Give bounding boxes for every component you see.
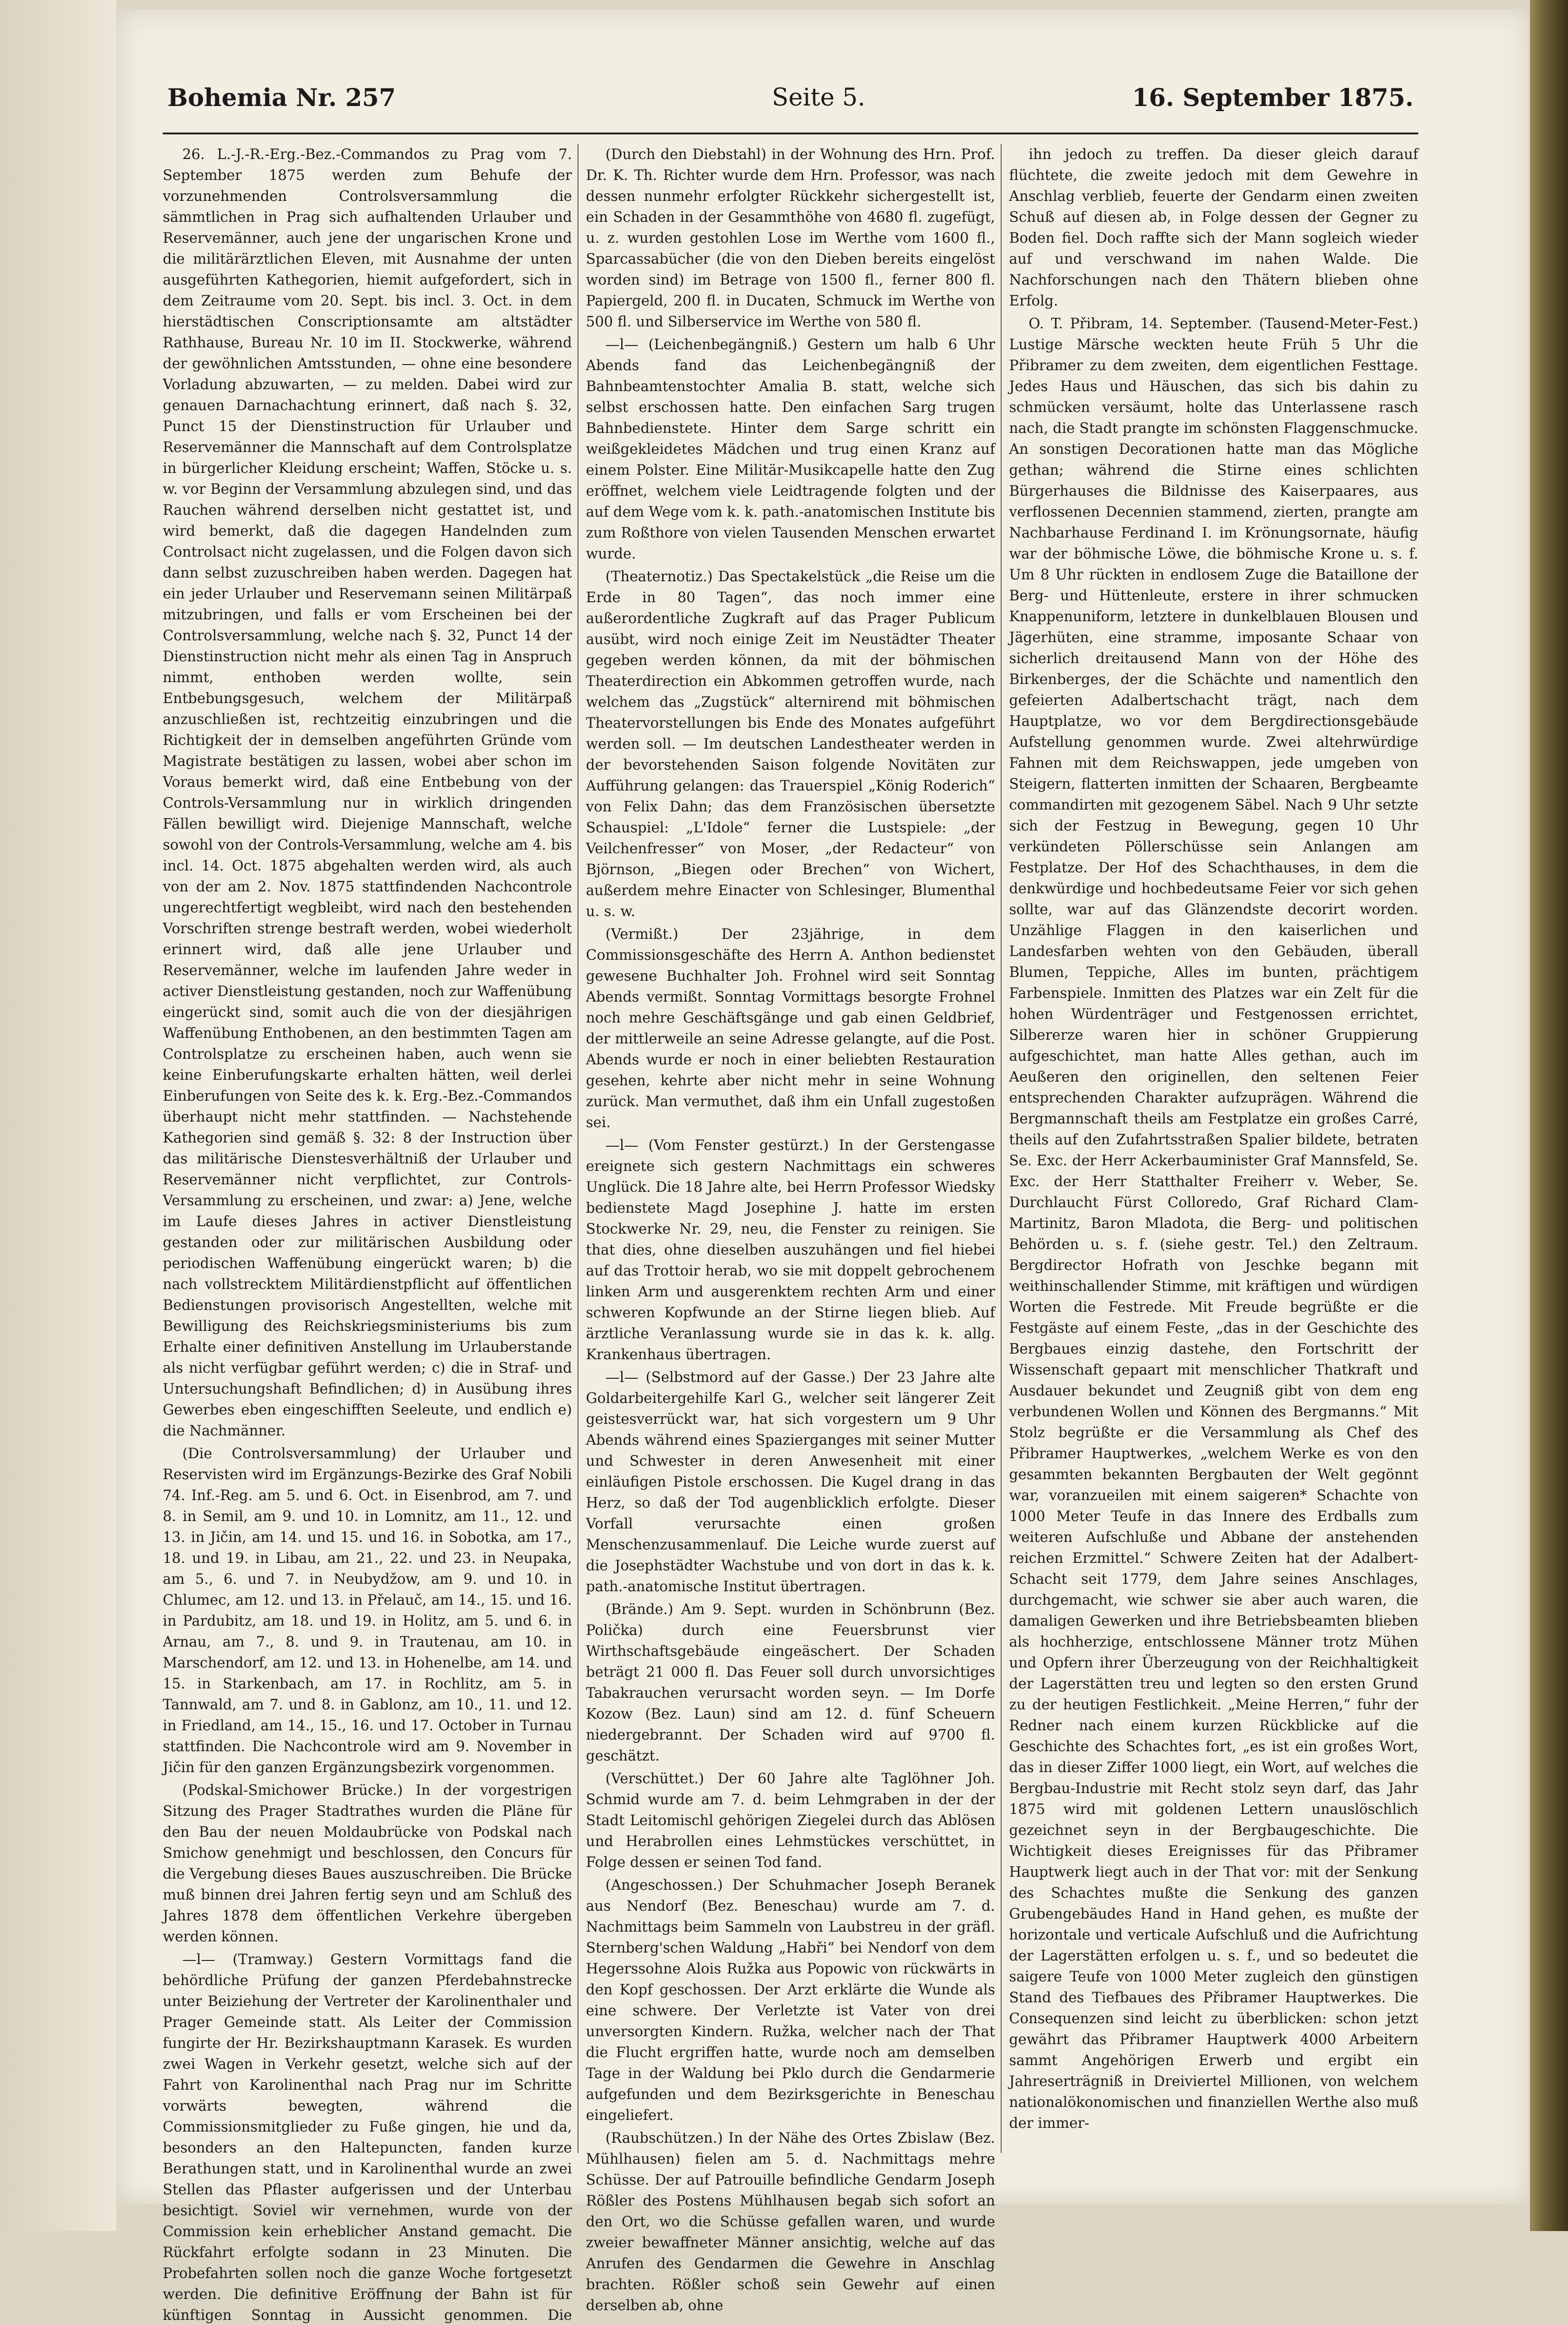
book-spine-edge	[1530, 0, 1568, 2231]
header-issue: Bohemia Nr. 257	[167, 84, 396, 112]
scan-margin-left	[0, 0, 116, 2231]
article-poachers-cont: ihn jedoch zu treffen. Da dieser gleich darauf flüchtete, die zweite jedoch mit dem Gewehre in Anschlag verblieb, feuerte der Gendarm einen zweiten Schuß auf diesen ab, in Folge dessen der Gegner zu Boden fiel. Doch raffte sich der Mann sogleich wieder auf und verschwand im nahen Walde. Die Nachforschungen nach den Thätern blieben ohne Erfolg.	[1009, 146, 1418, 309]
article-poachers: (Raubschützen.) In der Nähe des Ortes Zbislaw (Bez. Mühlhausen) fielen am 5. d. Nachmittags mehre Schüsse. Der auf Patrouille befindliche Gendarm Joseph Rößler des Postens Mühlhausen begab sich sofort an den Ort, wo die Schüsse gefallen waren, und wurde zweier bewaffneter Männer ansichtig, welche auf das Anrufen des Gendarmen die Gewehre in Anschlag brachten. Rößler schoß sein Gewehr auf einen derselben ab, ohne	[586, 2130, 995, 2314]
article-window-fall: —l— (Vom Fenster gestürzt.) In der Gerstengasse ereignete sich gestern Nachmittags ein schweres Unglück. Die 18 Jahre alte, bei Herrn Professor Wiedsky bedienstete Magd Josephine J. hatte im ersten Stockwerke Nr. 29, neu, die Fenster zu reinigen. Sie that dies, ohne dieselben auszuhängen und fiel hiebei auf das Trottoir herab, wo sie mit doppelt gebrochenem linken Arm und ausgerenktem rechten Arm und einer schweren Kopfwunde an der Stirne liegen blieb. Auf ärztliche Veranlassung wurde sie in das k. k. allg. Krankenhaus übertragen.	[586, 1137, 995, 1363]
article-missing: (Vermißt.) Der 23jährige, in dem Commissionsgeschäfte des Herrn A. Anthon bedienstet gewesene Buchhalter Joh. Frohnel wird seit Sonntag Abends vermißt. Sonntag Vormittags besorgte Frohnel noch mehre Geschäftsgänge und gab einen Geldbrief, der mittlerweile an seine Adresse gelangte, auf die Post. Abends wurde er noch in einer beliebten Restauration gesehen, kehrte aber nicht mehr in seine Wohnung zurück. Man vermuthet, daß ihm ein Unfall zugestoßen sei.	[586, 926, 995, 1131]
article-theft: (Durch den Diebstahl) in der Wohnung des Hrn. Prof. Dr. K. Th. Richter wurde dem Hrn. Professor, was nach dessen nunmehr erfolgter Rückkehr sichergestellt ist, ein Schaden in der Gesammthöhe von 4680 fl. zugefügt, u. z. wurden gestohlen Lose im Werthe vom 1600 fl., Sparcassabücher (die von den Dieben bereits eingelöst worden sind) im Betrage von 1500 fl., ferner 800 fl. Papiergeld, 200 fl. in Ducaten, Schmuck im Werthe von 500 fl. und Silberservice im Werthe von 580 fl.	[586, 146, 995, 330]
header-date: 16. September 1875.	[1132, 84, 1414, 112]
article-pribram-fest: O. T. Přibram, 14. September. (Tausend-Meter-Fest.) Lustige Märsche weckten heute Früh 5 Uhr die Přibramer zu dem zweiten, dem eigentlichen Festtage. Jedes Haus und Häuschen, das sich bis dahin zu schmücken versäumt, holte das Unterlassene rasch nach, die Stadt prangte im schönsten Flaggenschmucke. An sonstigen Decorationen hatte man das Mögliche gethan; während die Stirne eines schlichten Bürgerhauses die Bildnisse des Kaiserpaares, aus verflossenen Decennien stammend, zierten, prangte am Nachbarhause Ferdinand I. im Krönungsornate, häufig war der böhmische Löwe, die böhmische Krone u. s. f. Um 8 Uhr rückten in endlosem Zuge die Bataillone der Berg- und Hüttenleute, erstere in ihrer schmucken Knappenuniform, letztere in dunkelblauen Blousen und Jägerhüten, eine stramme, imposante Schaar von sicherlich dreitausend Mann von der Höhe des Birkenberges, der die Schächte und namentlich den gefeierten Adalbertschacht trägt, nach dem Hauptplatze, wo vor dem Bergdirectionsgebäude Aufstellung genommen wurde. Zwei altehrwürdige Fahnen mit dem Reichswappen, jede umgeben von Steigern, flatterten inmitten der Schaaren, Bergbeamte commandirten mit gezogenem Säbel. Nach 9 Uhr setzte sich der Festzug in Bewegung, gegen 10 Uhr verkündeten Pöllerschüsse sein Anlangen am Festplatze. Der Hof des Schachthauses, in dem die denkwürdige und hochbedeutsame Feier vor sich gehen sollte, war auf das Glänzendste decorirt worden. Unzählige Flaggen in den kaiserlichen und Landesfarben wehten von den Gebäuden, überall Blumen, Teppiche, Alles im bunten, prächtigem Farbenspiele. Inmitten des Platzes war ein Zelt für die hohen Würdenträger und Festgenossen errichtet, Silbererze waren hier in schöner Gruppierung aufgeschichtet, man hatte Alles gethan, auch im Aeußeren den originellen, den seltenen Feier entsprechenden Charakter aufzuprägen. Während die Bergmannschaft theils am Festplatze ein großes Carré, theils auf den Zufahrtsstraßen Spalier bildete, betraten Se. Exc. der Herr Ackerbauminister Graf Mannsfeld, Se. Exc. der Herr Statthalter Freiherr v. Weber, Se. Durchlaucht Fürst Colloredo, Graf Richard Clam-Martinitz, Baron Mladota, die Berg- und politischen Behörden u. s. f. (siehe gestr. Tel.) den Zeltraum. Bergdirector Hofrath von Jeschke begann mit weithinschallender Stimme, mit kräftigen und würdigen Worten die Festrede. Mit Freude begrüßte er die Festgäste auf einem Feste, „das in der Geschichte des Bergbaues einzig dastehe, den Fortschritt der Wissenschaft gepaart mit menschlicher Thatkraft und Ausdauer bekundet und Zeugniß gibt von dem eng verbundenen Wollen und Können des Bergmanns.“ Mit Stolz begrüßte er die Versammlung als Chef des Přibramer Hauptwerkes, „welchem Werke es von den gesammten bekannten Bergbauten der Welt gegönnt war, voranzueilen mit einem saigeren* Schachte von 1000 Meter Teufe in das Innere des Erdballs zum weiteren Aufschluße und Abbane der anstehenden reichen Erzmittel.“ Schwere Zeiten hat der Adalbert-Schacht seit 1779, dem Jahre seines Anschlages, durchgemacht, wie schwer sie aber auch waren, die damaligen Gewerken und ihre Betriebsbeamten blieben als hochherzige, entschlossene Männer trotz Mühen und Opfern ihrer Überzeugung von der Reichhaltigkeit der Lagerstätten treu und legten so den ersten Grund zu der heutigen Festlichkeit. „Meine Herren,“ fuhr der Redner nach einem kurzen Rückblicke auf die Geschichte des Schachtes fort, „es ist ein großes Wort, das in dieser Ziffer 1000 liegt, ein Wort, auf welches die Bergbau-Industrie mit Recht stolz seyn darf, das Jahr 1875 wird mit goldenen Lettern unauslöschlich gezeichnet seyn in der Bergbaugeschichte. Die Wichtigkeit dieses Ereignisses für das Přibramer Hauptwerk liegt auch in der That vor: mit der Senkung des Schachtes mußte die Senkung des ganzen Grubengebäudes Hand in Hand gehen, es mußte der horizontale und verticale Aufschluß und die Aufrichtung der Lagerstätten erfolgen u. s. f., und so bedeutet die saigere Teufe von 1000 Meter zugleich den günstigen Stand des Tiefbaues des Přibramer Hauptwerkes. Die Consequenzen sind leicht zu überblicken: schon jetzt gewährt das Přibramer Hauptwerk 4000 Arbeitern sammt Angehörigen Erwerb und ergibt ein Jahreserträgniß in Dreiviertel Millionen, von welchem nationalökonomischen und finanziellen Werthe also muß der immer-	[1009, 316, 1418, 2132]
header-page-number: Seite 5.	[772, 84, 865, 112]
article-suicide: —l— (Selbstmord auf der Gasse.) Der 23 Jahre alte Goldarbeitergehilfe Karl G., welcher seit längerer Zeit geistesverrückt war, hat sich vorgestern um 9 Uhr Abends während eines Spazierganges mit seiner Mutter und Schwester in deren Anwesenheit mit einer einläufigen Pistole erschossen. Die Kugel drang in das Herz, so daß der Tod augenblicklich erfolgte. Dieser Vorfall verursachte einen großen Menschenzusammenlauf. Die Leiche wurde zuerst auf die Josephstädter Wachstube und von dort in das k. k. path.-anatomische Institut übertragen.	[586, 1369, 995, 1595]
article-buried: (Verschüttet.) Der 60 Jahre alte Taglöhner Joh. Schmid wurde am 7. d. beim Lehmgraben in der der Stadt Leitomischl gehörigen Ziegelei durch das Ablösen und Herabrollen eines Lehmstückes verschüttet, in Folge dessen er seinen Tod fand.	[586, 1771, 995, 1871]
article-shot: (Angeschossen.) Der Schuhmacher Joseph Beranek aus Nendorf (Bez. Beneschau) wurde am 7. d. Nachmittags beim Sammeln von Laubstreu in der gräfl. Sternberg'schen Waldung „Habři“ bei Nendorf von dem Hegerssohne Alois Ružka aus Popowic von rückwärts in den Kopf geschossen. Der Arzt erklärte die Wunde als eine schwere. Der Verletzte ist Vater von drei unversorgten Kindern. Ružka, welcher nach der That die Flucht ergriffen hatte, wurde noch am demselben Tage in der Waldung bei Pklo durch die Gendarmerie aufgefunden und dem Bezirksgerichte in Beneschau eingeliefert.	[586, 1877, 995, 2124]
column-divider	[1001, 144, 1002, 2153]
article-controls-notice: 26. L.-J.-R.-Erg.-Bez.-Commandos zu Prag vom 7. September 1875 werden zum Behufe der vorzunehmenden Controlsversammlung die sämmtlichen in Prag sich aufhaltenden Urlauber und Reservemänner, auch jene der ungarischen Krone und die militärärztlichen Eleven, mit Ausnahme der unten ausgeführten Kathegorien, hiemit aufgefordert, sich in dem Zeitraume vom 20. Sept. bis incl. 3. Oct. in dem hierstädtischen Conscriptionsamte am altstädter Rathhause, Bureau Nr. 10 im II. Stockwerke, während der gewöhnlichen Amtsstunden, — ohne eine besondere Vorladung abzuwarten, — zu melden. Dabei wird zur genauen Darnachachtung erinnert, daß nach §. 32, Punct 15 der Dienstinstruction für Urlauber und Reservemänner die Mannschaft auf dem Controlsplatze in bürgerlicher Kleidung erscheint; Waffen, Stöcke u. s. w. vor Beginn der Versammlung abzulegen sind, und das Rauchen während derselben nicht gestattet ist, und wird bemerkt, daß die dagegen Handelnden zum Controlsact nicht zugelassen, und die Folgen davon sich dann selbst zuzuschreiben haben werden. Dagegen hat ein jeder Urlauber und Reservemann seinen Militärpaß mitzubringen, und falls er vom Erscheinen bei der Controlsversammlung, welche nach §. 32, Punct 14 der Dienstinstruction nicht mehr als einen Tag in Anspruch nimmt, enthoben werden wollte, sein Entbebungsgesuch, welchem der Militärpaß anzuschließen ist, rechtzeitig einzubringen und die Richtigkeit der in demselben angeführten Gründe vom Magistrate bestätigen zu lassen, wobei aber schon im Voraus bemerkt wird, daß eine Entbebung von der Controls-Versammlung nur in wirklich dringenden Fällen bewilligt wird. Diejenige Mannschaft, welche sowohl von der Controls-Versammlung, welche am 4. bis incl. 14. Oct. 1875 abgehalten werden wird, als auch von der am 2. Nov. 1875 stattfindenden Nachcontrole ungerechtfertigt wegbleibt, wird nach den bestehenden Vorschriften strenge bestraft werden, wobei wiederholt erinnert wird, daß alle jene Urlauber und Reservemänner, welche im laufenden Jahre weder in activer Dienstleistung gestanden, noch zur Waffenübung eingerückt sind, somit auch die von der diesjährigen Waffenübung Enthobenen, an den bestimmten Tagen am Controlsplatze zu erscheinen haben, auch wenn sie keine Einberufungskarte erhalten hätten, weil derlei Einberufungen von Seite des k. k. Erg.-Bez.-Commandos überhaupt nicht mehr stattfinden. — Nachstehende Kathegorien sind gemäß §. 32: 8 der Instruction über das militärische Dienstesverhältniß der Urlauber und Reservemänner nicht verpflichtet, zur Controls-Versammlung zu erscheinen, und zwar: a) Jene, welche im Laufe dieses Jahres in activer Dienstleistung gestanden oder zur militärischen Ausbildung oder periodischen Waffenübung eingerückt waren; b) die nach vollstrecktem Militärdienstpflicht auf öffentlichen Bedienstungen provisorisch Angestellten, welche mit Bewilligung des Reichskriegsministeriums bis zum Erhalte einer definitiven Anstellung im Urlauberstande als nicht verfügbar geführt werden; c) die in Straf- und Untersuchungshaft Befindlichen; d) in Ausübung ihres Gewerbes eben eingeschifften Seeleute, und endlich e) die Nachmänner.	[163, 146, 572, 1439]
article-funeral: —l— (Leichenbegängniß.) Gestern um halb 6 Uhr Abends fand das Leichenbegängniß der Bahnbeamtenstochter Amalia B. statt, welche sich selbst erschossen hatte. Den einfachen Sarg trugen Bahnbedienstete. Hinter dem Sarge schritt ein weißgekleidetes Mädchen und trug einen Kranz auf einem Polster. Eine Militär-Musikcapelle hatte den Zug eröffnet, welchem viele Leidtragende folgten und der auf dem Wege vom k. k. path.-anatomischen Institute bis zum Roßthore von vielen Tausenden Menschen erwartet wurde.	[586, 337, 996, 562]
column-1	[163, 144, 572, 2324]
column-3	[1009, 144, 1418, 2144]
column-2	[586, 144, 996, 2314]
header-rule	[163, 133, 1418, 134]
article-fires: (Brände.) Am 9. Sept. wurden in Schönbrunn (Bez. Polička) durch eine Feuersbrunst vier Wirthschaftsgebäude eingeäschert. Der Schaden beträgt 21 000 fl. Das Feuer soll durch unvorsichtiges Tabakrauchen verursacht worden seyn. — Im Dorfe Kozow (Bez. Laun) sind am 12. d. fünf Scheuern niedergebrannt. Der Schaden wird auf 9700 fl. geschätzt.	[586, 1601, 995, 1764]
article-controlsversammlung: (Die Controlsversammlung) der Urlauber und Reservisten wird im Ergänzungs-Bezirke des Graf Nobili 74. Inf.-Reg. am 5. und 6. Oct. in Eisenbrod, am 7. und 8. in Semil, am 9. und 10. in Lomnitz, am 11., 12. und 13. in Jičin, am 14. und 15. und 16. in Sobotka, am 17., 18. und 19. in Libau, am 21., 22. und 23. in Neupaka, am 5., 6. und 7. in Neubydžow, am 9. und 10. in Chlumec, am 12. und 13. in Přelauč, am 14., 15. und 16. in Pardubitz, am 18. und 19. in Holitz, am 5. und 6. in Arnau, am 7., 8. und 9. in Trautenau, am 10. in Marschendorf, am 12. und 13. in Hohenelbe, am 14. und 15. in Starkenbach, am 17. in Rochlitz, am 5. in Tannwald, am 7. und 8. in Gablonz, am 10., 11. und 12. in Friedland, am 14., 15., 16. und 17. October in Turnau stattfinden. Die Nachcontrole wird am 9. November in Jičin für den ganzen Ergänzungsbezirk vorgenommen.	[163, 1446, 572, 1776]
article-theatre: (Theaternotiz.) Das Spectakelstück „die Reise um die Erde in 80 Tagen“, das noch immer eine außerordentliche Zugkraft auf das Prager Publicum ausübt, wird noch einige Zeit im Neustädter Theater gegeben werden können, da mit der böhmischen Theaterdirection ein Abkommen getroffen wurde, nach welchem das „Zugstück“ alternirend mit böhmischen Theatervorstellungen bis Ende des Monates aufgeführt werden soll. — Im deutschen Landestheater werden in der bevorstehenden Saison folgende Novitäten zur Aufführung gelangen: das Trauerspiel „König Roderich“ von Felix Dahn; das dem Französischen übersetzte Schauspiel: „L'Idole“ ferner die Lustspiele: „der Veilchenfresser“ von Moser, „der Redacteur“ von Björnson, „Biegen oder Brechen“ von Wichert, außerdem mehre Einacter von Schlesinger, Blumenthal u. s. w.	[586, 569, 995, 920]
article-tramway: —l— (Tramway.) Gestern Vormittags fand die behördliche Prüfung der ganzen Pferdebahnstrecke unter Beiziehung der Vertreter der Karolinenthaler und Prager Gemeinde statt. Als Leiter der Commission fungirte der Hr. Bezirkshauptmann Karasek. Es wurden zwei Wagen in Verkehr gesetzt, welche sich auf der Fahrt von Karolinenthal nach Prag nur im Schritte vorwärts bewegten, während die Commissionsmitglieder zu Fuße gingen, hie und da, besonders an den Haltepuncten, fanden kurze Berathungen statt, und in Karolinenthal wurde an zwei Stellen das Pflaster aufgerissen und der Unterbau besichtigt. Soviel wir vernehmen, wurde von der Commission kein erheblicher Anstand gemacht. Die Rückfahrt erfolgte sodann in 23 Minuten. Die Probefahrten sollen noch die ganze Woche fortgesetzt werden. Die definitive Eröffnung der Bahn ist für künftigen Sonntag in Aussicht genommen. Die	[163, 1952, 572, 2324]
page-header	[167, 84, 1414, 126]
newspaper-page	[116, 9, 1530, 2324]
article-bridge: (Podskal-Smichower Brücke.) In der vorgestrigen Sitzung des Prager Stadtrathes wurden die Pläne für den Bau der neuen Moldaubrücke von Podskal nach Smichow genehmigt und beschlossen, den Concurs für die Vergebung dieses Baues auszuschreiben. Die Brücke muß binnen drei Jahren fertig seyn und am Schluß des Jahres 1878 dem öffentlichen Verkehre übergeben werden können.	[163, 1782, 572, 1945]
